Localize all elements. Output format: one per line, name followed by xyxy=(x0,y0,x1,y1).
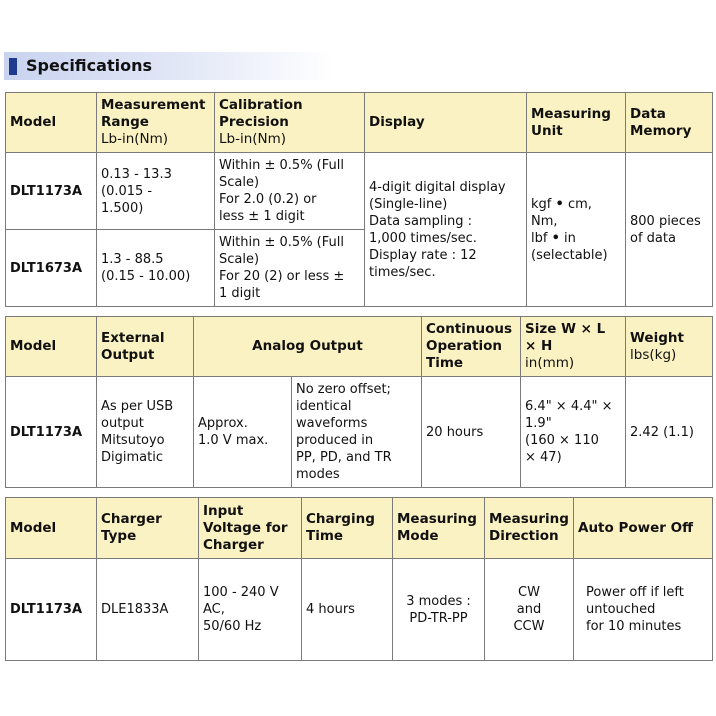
header-model: Model xyxy=(6,93,97,153)
header-external-output: External Output xyxy=(97,317,194,377)
precision-cell: Within ± 0.5% (Full Scale) For 20 (2) or less ± 1 digit xyxy=(215,230,365,307)
header-weight: Weight lbs(kg) xyxy=(626,317,713,377)
table-header-row xyxy=(6,498,713,559)
model-cell: DLT1173A xyxy=(6,559,97,661)
external-output-cell: As per USB output Mitsutoyo Digimatic xyxy=(97,377,194,488)
data-memory-cell: 800 pieces of data xyxy=(626,153,713,307)
spec-table-3 xyxy=(5,497,713,661)
section-header xyxy=(4,52,334,80)
spec-table-1 xyxy=(5,92,713,307)
model-cell: DLT1173A xyxy=(6,377,97,488)
header-model: Model xyxy=(6,498,97,559)
range-cell: 0.13 - 13.3 (0.015 - 1.500) xyxy=(97,153,215,230)
section-title: Specifications xyxy=(26,56,152,75)
table-row xyxy=(6,559,713,661)
display-cell: 4-digit digital display (Single-line) Data sampling : 1,000 times/sec. Display rate : 12 times/sec. xyxy=(365,153,527,307)
charger-type-cell: DLE1833A xyxy=(97,559,199,661)
input-voltage-cell: 100 - 240 V AC, 50/60 Hz xyxy=(199,559,302,661)
header-measuring-unit: Measuring Unit xyxy=(527,93,626,153)
analog-voltage-cell: Approx. 1.0 V max. xyxy=(194,377,292,488)
table-header-row xyxy=(6,93,713,153)
header-model: Model xyxy=(6,317,97,377)
model-cell: DLT1673A xyxy=(6,230,97,307)
header-display: Display xyxy=(365,93,527,153)
operation-time-cell: 20 hours xyxy=(422,377,521,488)
header-measuring-mode: Measuring Mode xyxy=(393,498,485,559)
weight-cell: 2.42 (1.1) xyxy=(626,377,713,488)
measuring-unit-cell: kgf • cm, Nm, lbf • in (selectable) xyxy=(527,153,626,307)
header-size: Size W × L × H in(mm) xyxy=(521,317,626,377)
header-data-memory: Data Memory xyxy=(626,93,713,153)
range-cell: 1.3 - 88.5 (0.15 - 10.00) xyxy=(97,230,215,307)
table-row xyxy=(6,153,713,230)
section-marker xyxy=(9,58,17,75)
measuring-direction-cell: CW and CCW xyxy=(485,559,574,661)
header-measuring-direction: Measuring Direction xyxy=(485,498,574,559)
header-continuous-operation: Continuous Operation Time xyxy=(422,317,521,377)
table-header-row xyxy=(6,317,713,377)
header-charging-time: Charging Time xyxy=(302,498,393,559)
header-measurement-range: Measurement Range Lb-in(Nm) xyxy=(97,93,215,153)
size-cell: 6.4" × 4.4" × 1.9" (160 × 110 × 47) xyxy=(521,377,626,488)
header-auto-power-off: Auto Power Off xyxy=(574,498,713,559)
header-calibration-precision: Calibration Precision Lb-in(Nm) xyxy=(215,93,365,153)
header-input-voltage: Input Voltage for Charger xyxy=(199,498,302,559)
analog-description-cell: No zero offset; identical waveforms produced in PP, PD, and TR modes xyxy=(292,377,422,488)
model-cell: DLT1173A xyxy=(6,153,97,230)
table-row xyxy=(6,377,713,488)
charging-time-cell: 4 hours xyxy=(302,559,393,661)
header-analog-output: Analog Output xyxy=(194,317,422,377)
spec-table-2 xyxy=(5,316,713,488)
header-charger-type: Charger Type xyxy=(97,498,199,559)
auto-power-off-cell: Power off if left untouched for 10 minutes xyxy=(574,559,713,661)
measuring-mode-cell: 3 modes : PD-TR-PP xyxy=(393,559,485,661)
precision-cell: Within ± 0.5% (Full Scale) For 2.0 (0.2) or less ± 1 digit xyxy=(215,153,365,230)
